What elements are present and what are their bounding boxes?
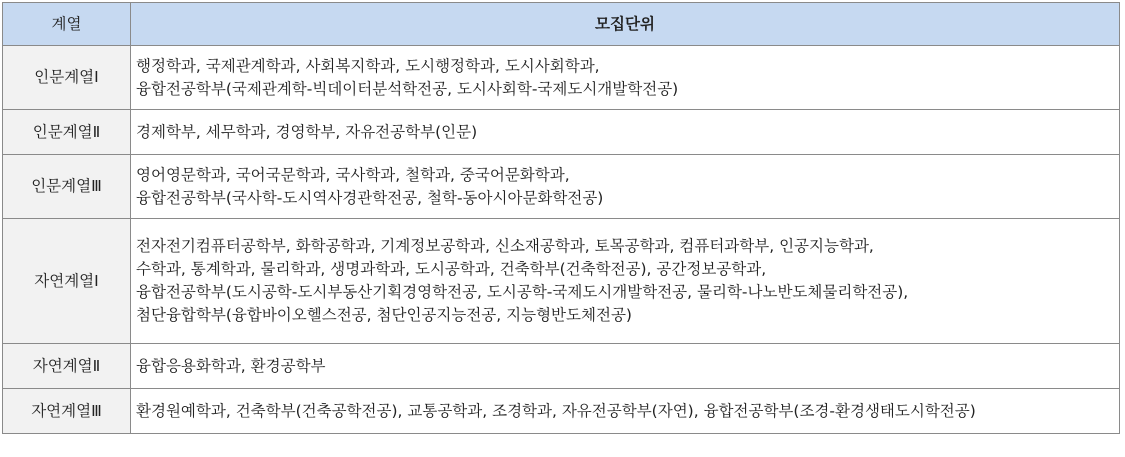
units-line: 융합응용화학과, 환경공학부 [136, 356, 326, 375]
units-line: 전자전기컴퓨터공학부, 화학공학과, 기계정보공학과, 신소재공학과, 토목공학과, 컴퓨터과학부, 인공지능학과, [136, 237, 874, 255]
units-line: 융합전공학부(도시공학-도시부동산기획경영학전공, 도시공학-국제도시개발학전공, 물리학-나노반도체물리학전공), [136, 283, 909, 301]
table-row [3, 155, 1120, 219]
header-units: 모집단위 [131, 3, 1120, 46]
units-cell [131, 155, 1120, 219]
table-row [3, 219, 1120, 344]
category-cell: 자연계열Ⅲ [3, 389, 131, 434]
admission-units-table [2, 2, 1120, 434]
table-row [3, 344, 1120, 389]
units-cell [131, 219, 1120, 344]
category-cell: 자연계열Ⅱ [3, 344, 131, 389]
category-cell: 인문계열Ⅲ [3, 155, 131, 219]
units-line: 수학과, 통계학과, 물리학과, 생명과학과, 도시공학과, 건축학부(건축학전공), 공간정보공학과, [136, 260, 767, 278]
header-category: 계열 [3, 3, 131, 46]
units-line: 융합전공학부(국사학-도시역사경관학전공, 철학-동아시아문화학전공) [136, 188, 604, 207]
units-line: 영어영문학과, 국어국문학과, 국사학과, 철학과, 중국어문화학과, [136, 165, 570, 184]
units-line: 행정학과, 국제관계학과, 사회복지학과, 도시행정학과, 도시사회학과, [136, 56, 600, 75]
table-row [3, 46, 1120, 110]
units-cell [131, 110, 1120, 155]
table-header-row [3, 3, 1120, 46]
category-cell: 자연계열Ⅰ [3, 219, 131, 344]
table-row [3, 110, 1120, 155]
units-cell [131, 344, 1120, 389]
category-cell: 인문계열Ⅱ [3, 110, 131, 155]
table-row [3, 389, 1120, 434]
units-line: 환경원예학과, 건축학부(건축공학전공), 교통공학과, 조경학과, 자유전공학부(자연), 융합전공학부(조경-환경생태도시학전공) [136, 401, 976, 420]
units-cell [131, 389, 1120, 434]
units-cell [131, 46, 1120, 110]
units-line: 첨단융합학부(융합바이오헬스전공, 첨단인공지능전공, 지능형반도체전공) [136, 306, 632, 324]
category-cell: 인문계열Ⅰ [3, 46, 131, 110]
units-line: 경제학부, 세무학과, 경영학부, 자유전공학부(인문) [136, 122, 478, 141]
units-line: 융합전공학부(국제관계학-빅데이터분석학전공, 도시사회학-국제도시개발학전공) [136, 79, 679, 98]
